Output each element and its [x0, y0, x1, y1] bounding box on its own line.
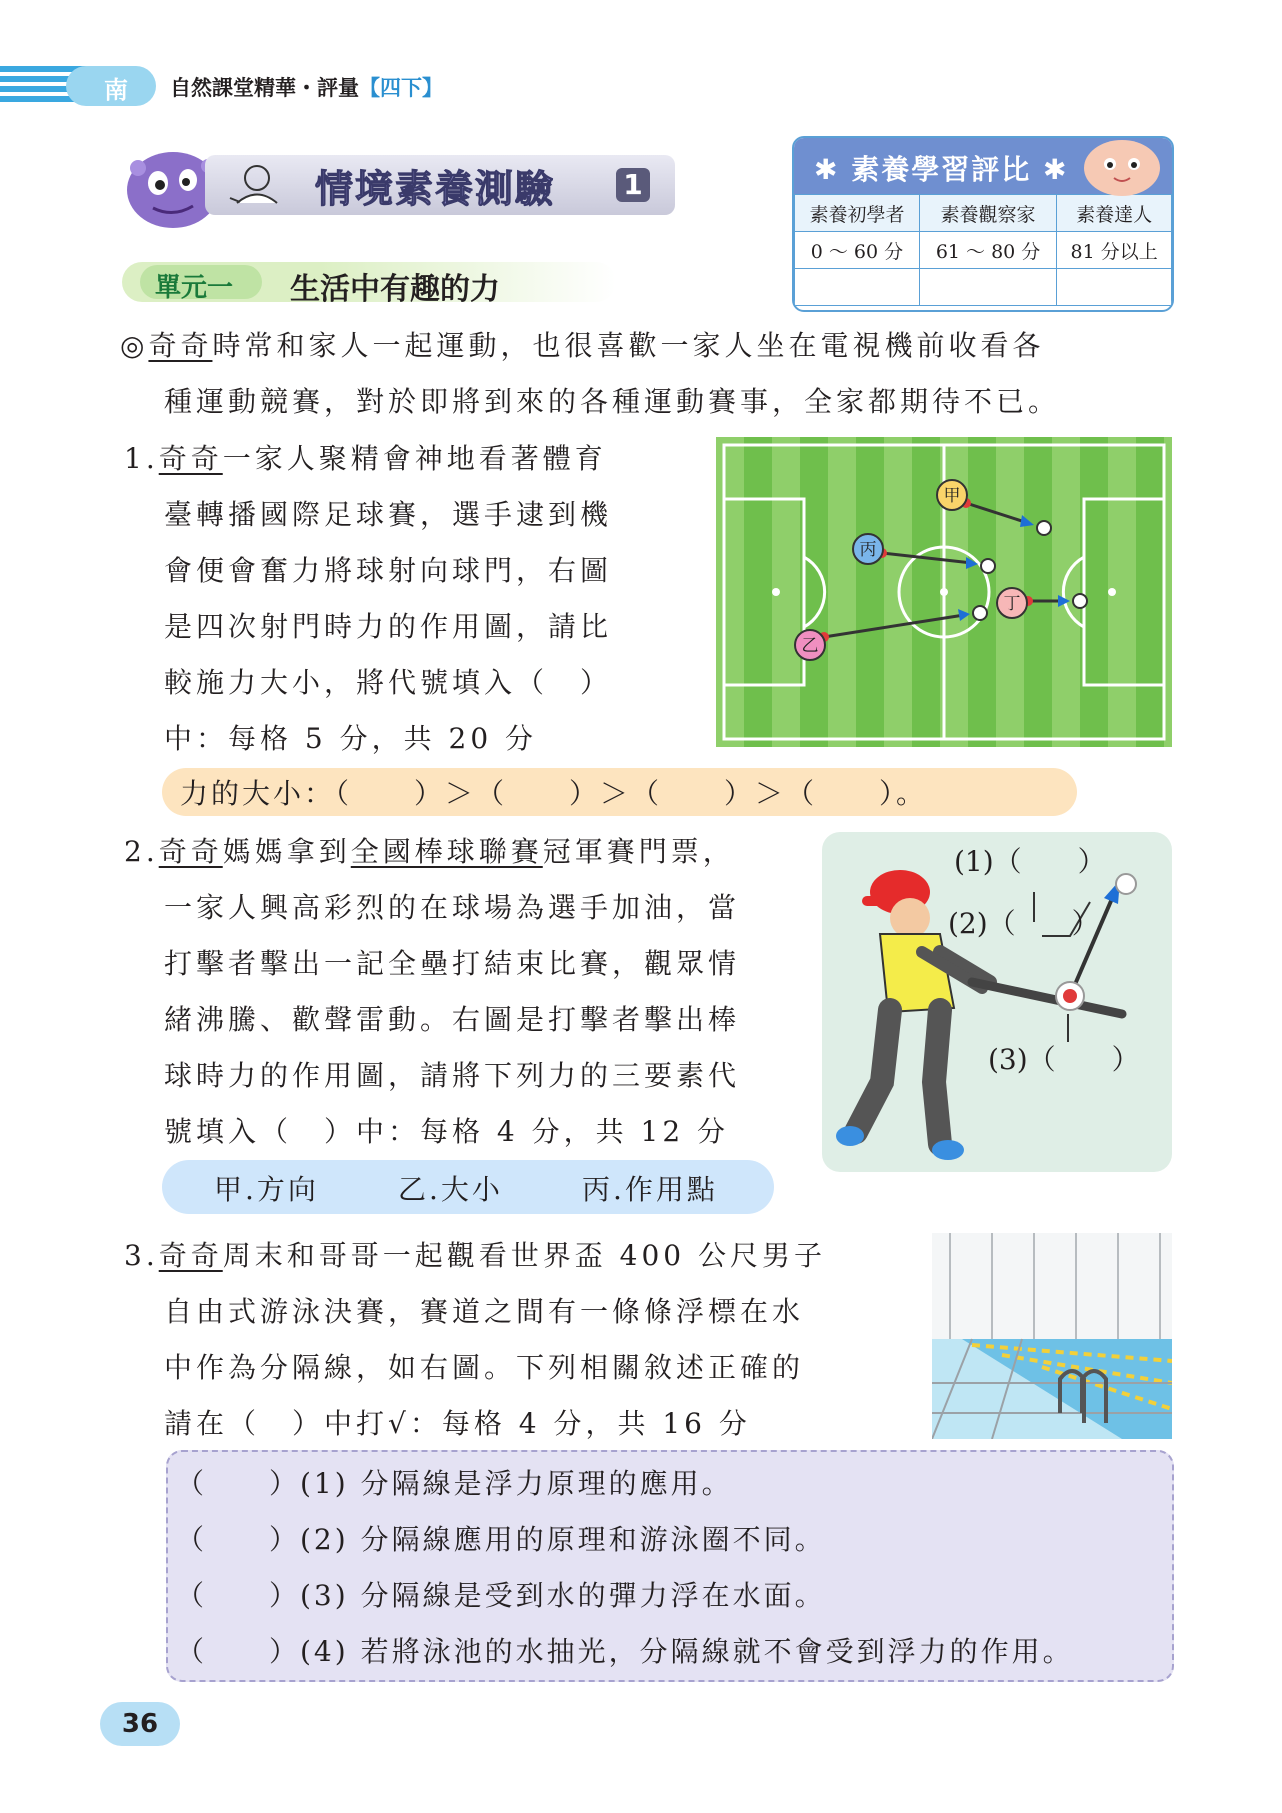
q2-line-6: 號填入（ ）中：每格 4 分，共 12 分	[164, 1115, 730, 1148]
force-label-2[interactable]: (2)（ ）	[948, 907, 1100, 940]
q2-line-5: 球時力的作用圖，請將下列力的三要素代	[164, 1059, 741, 1092]
batter-drawing	[822, 832, 1172, 1172]
q3-statement-2[interactable]: （ ）(2) 分隔線應用的原理和游泳圈不同。	[176, 1523, 826, 1556]
q3-line-2: 自由式游泳決賽，賽道之間有一條條浮標在水	[164, 1295, 805, 1328]
page-number: 36	[121, 1709, 159, 1739]
q1-line-5: 較施力大小，將代號填入（ ）	[164, 666, 613, 699]
q2-line-1-mid: 媽媽拿到	[222, 835, 351, 868]
q2-name: 奇奇	[158, 835, 223, 868]
q1-answer-text[interactable]: 力的大小：（ ）＞（ ）＞（ ）＞（ ）。	[180, 777, 928, 810]
score-rating-table	[794, 194, 1172, 306]
q2-line-3: 打擊者擊出一記全壘打結束比賽，觀眾情	[164, 947, 741, 980]
swimming-pool-figure	[932, 1233, 1172, 1439]
q3-statement-1[interactable]: （ ）(1) 分隔線是浮力原理的應用。	[176, 1467, 733, 1500]
intro-mark: ◎	[120, 329, 149, 362]
baseball-batter-figure	[822, 832, 1172, 1172]
mascot-blob-icon	[1078, 130, 1166, 196]
score-range-cell: 81 分以上	[1057, 232, 1172, 269]
header-title-main: 自然課堂精華	[170, 76, 296, 100]
score-header-cell: 素養觀察家	[919, 195, 1056, 232]
player-label: 丙	[859, 540, 877, 560]
q3-statement-3[interactable]: （ ）(3) 分隔線是受到水的彈力浮在水面。	[176, 1579, 826, 1612]
star-right-icon: ✱	[1042, 153, 1069, 186]
q1-number: 1.	[124, 442, 159, 475]
q2-line-2: 一家人興高彩烈的在球場為選手加油，當	[164, 891, 741, 924]
page-title: 情境素養測驗	[315, 167, 556, 211]
header-title-sub: 評量	[317, 76, 359, 100]
force-label-1[interactable]: (1)（ ）	[954, 845, 1106, 878]
player-label: 甲	[943, 486, 961, 506]
q3-statement-4[interactable]: （ ）(4) 若將泳池的水抽光，分隔線就不會受到浮力的作用。	[176, 1635, 1074, 1668]
q3-line-1-text: 周末和哥哥一起觀看世界盃 400 公尺男子	[222, 1239, 826, 1272]
q2-event: 全國棒球聯賽	[350, 835, 543, 868]
score-range-cell: 61 ～ 80 分	[919, 232, 1056, 269]
title-number: 1	[616, 168, 650, 202]
header-title-dot: ・	[296, 76, 317, 100]
header-badge	[66, 66, 156, 106]
q1-line-1-text: 一家人聚精會神地看著體育	[222, 442, 607, 475]
q3-line-1	[124, 1234, 826, 1274]
q3-name: 奇奇	[158, 1239, 223, 1272]
intro-line-1	[120, 324, 1044, 364]
intro-name: 奇奇	[148, 329, 213, 362]
header-title	[170, 72, 443, 102]
q2-line-1-end: 冠軍賽門票，	[542, 835, 735, 868]
intro-line-2: 種運動競賽，對於即將到來的各種運動賽事，全家都期待不已。	[164, 385, 1061, 418]
score-check-cell[interactable]	[1057, 269, 1172, 306]
player-label: 乙	[801, 636, 819, 656]
header-grade: 四下	[380, 76, 422, 100]
header-bracket-close: 】	[422, 76, 443, 100]
header-bracket-open: 【	[359, 76, 380, 100]
header-badge-text: 南	[104, 76, 128, 104]
q1-line-1	[124, 437, 607, 477]
q2-number: 2.	[124, 835, 159, 868]
q1-line-4: 是四次射門時力的作用圖，請比	[164, 610, 613, 643]
astronaut-icon	[222, 158, 292, 214]
soccer-field-figure	[716, 437, 1172, 747]
q3-line-3: 中作為分隔線，如右圖。下列相關敘述正確的	[164, 1351, 805, 1384]
score-rating-title-text: 素養學習評比	[851, 153, 1032, 186]
q2-option-a: 甲.方向	[214, 1173, 319, 1206]
score-range-cell: 0 ～ 60 分	[795, 232, 920, 269]
unit-title: 生活中有趣的力	[290, 272, 500, 307]
q2-option-b: 乙.大小	[398, 1173, 503, 1206]
page-number-badge	[100, 1702, 180, 1746]
q1-line-6: 中：每格 5 分，共 20 分	[164, 722, 538, 755]
q3-line-4: 請在（ ）中打√：每格 4 分，共 16 分	[164, 1407, 751, 1440]
score-header-cell: 素養初學者	[795, 195, 920, 232]
q3-number: 3.	[124, 1239, 159, 1272]
q1-line-2: 臺轉播國際足球賽，選手逮到機	[164, 498, 613, 531]
score-check-cell[interactable]	[795, 269, 920, 306]
q1-line-3: 會便會奮力將球射向球門，右圖	[164, 554, 613, 587]
q2-line-4: 緒沸騰、歡聲雷動。右圖是打擊者擊出棒	[164, 1003, 741, 1036]
star-left-icon: ✱	[814, 153, 840, 186]
q1-name: 奇奇	[158, 442, 223, 475]
score-header-cell: 素養達人	[1057, 195, 1172, 232]
q2-line-1	[124, 830, 735, 870]
force-label-3[interactable]: (3)（ ）	[988, 1043, 1140, 1076]
intro-line-1-text: 時常和家人一起運動，也很喜歡一家人坐在電視機前收看各	[212, 329, 1045, 362]
unit-label: 單元一	[155, 273, 234, 303]
player-label: 丁	[1003, 594, 1021, 614]
score-check-cell[interactable]	[919, 269, 1056, 306]
q2-option-c: 丙.作用點	[582, 1173, 718, 1206]
score-rating-title	[814, 148, 1068, 188]
